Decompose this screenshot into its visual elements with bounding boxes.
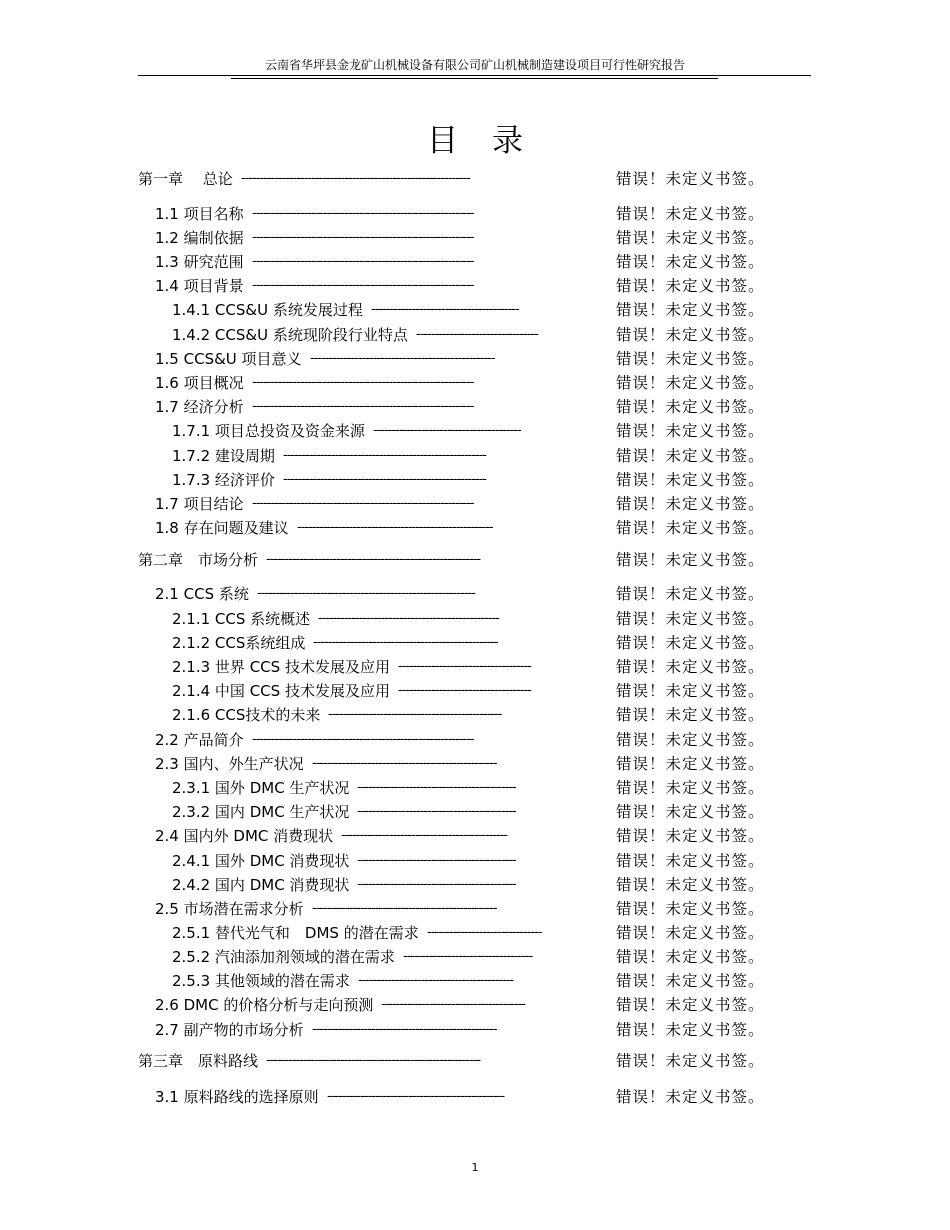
toc-entry[interactable] — [0, 396, 950, 418]
toc-dot-leader: ----------------------------------- — [403, 949, 533, 964]
toc-entry-label: 2.1.1 CCS 系统概述 — [172, 610, 311, 628]
toc-entry[interactable] — [0, 704, 950, 726]
toc-entry[interactable] — [0, 825, 950, 847]
toc-entry-label: 2.1 CCS 系统 — [155, 585, 249, 603]
toc-entry[interactable] — [0, 1050, 950, 1072]
header-rule-inner — [231, 78, 718, 79]
toc-entry-page-ref: 错误！未定义书签。 — [616, 682, 765, 700]
toc-entry-label: 2.4.2 国内 DMC 消费现状 — [172, 876, 350, 894]
page-number: 1 — [471, 1161, 479, 1174]
toc-entry-label: 1.6 项目概况 — [155, 374, 244, 392]
toc-entry-label: 1.4 项目背景 — [155, 277, 244, 295]
toc-entry-label: 2.5.3 其他领域的潜在需求 — [172, 972, 350, 990]
toc-entry[interactable] — [0, 348, 950, 370]
toc-entry-page-ref: 错误！未定义书签。 — [616, 519, 765, 537]
toc-entry-label: 2.3 国内、外生产状况 — [155, 755, 304, 773]
toc-entry-page-ref: 错误！未定义书签。 — [616, 900, 765, 918]
toc-entry-page-ref: 错误！未定义书签。 — [616, 229, 765, 247]
toc-entry-page-ref: 错误！未定义书签。 — [616, 658, 765, 676]
toc-dot-leader: ------------------------------------------------ — [327, 1089, 505, 1104]
toc-entry-label: 2.4 国内外 DMC 消费现状 — [155, 827, 334, 845]
toc-dot-leader: ------------------------------------------ — [358, 973, 514, 988]
toc-dot-leader: ------------------------------------ — [398, 683, 531, 698]
toc-entry-page-ref: 错误！未定义书签。 — [616, 585, 765, 603]
toc-entry-page-ref: 错误！未定义书签。 — [616, 350, 765, 368]
running-header: 云南省华坪县金龙矿山机械设备有限公司矿山机械制造建设项目可行性研究报告 — [264, 58, 685, 72]
toc-entry[interactable] — [0, 632, 950, 654]
toc-entry-page-ref: 错误！未定义书签。 — [616, 205, 765, 223]
toc-entry-label: 1.7 经济分析 — [155, 398, 244, 416]
toc-entry-page-ref: 错误！未定义书签。 — [616, 1021, 765, 1039]
toc-dot-leader: ----------------------------------------------------------- — [257, 586, 475, 601]
toc-entry[interactable] — [0, 445, 950, 467]
toc-entry-page-ref: 错误！未定义书签。 — [616, 827, 765, 845]
toc-entry-label: 2.1.3 世界 CCS 技术发展及应用 — [172, 658, 390, 676]
toc-entry-label: 1.7.2 建设周期 — [172, 447, 275, 465]
toc-entry-label: 1.4.1 CCS&U 系统发展过程 — [172, 301, 363, 319]
toc-entry-page-ref: 错误！未定义书签。 — [616, 551, 765, 569]
toc-dot-leader: -------------------------------------------------------------- — [241, 171, 470, 186]
toc-entry-label: 1.5 CCS&U 项目意义 — [155, 350, 302, 368]
toc-dot-leader: ------------------------------------------------------------ — [252, 206, 474, 221]
toc-entry-label: 2.1.6 CCS技术的未来 — [172, 706, 321, 724]
toc-entry-label: 第一章 总论 — [138, 170, 233, 188]
toc-entry-label: 2.6 DMC 的价格分析与走向预测 — [155, 996, 374, 1014]
toc-entry-page-ref: 错误！未定义书签。 — [616, 277, 765, 295]
toc-entry-label: 1.1 项目名称 — [155, 205, 244, 223]
toc-entry[interactable] — [0, 994, 950, 1016]
toc-entry-label: 2.5 市场潜在需求分析 — [155, 900, 304, 918]
toc-dot-leader: ------------------------------- — [427, 925, 542, 940]
toc-entry-page-ref: 错误！未定义书签。 — [616, 398, 765, 416]
toc-dot-leader: -------------------------------------------------- — [312, 901, 497, 916]
toc-dot-leader: ------------------------------------------------------------ — [252, 230, 474, 245]
toc-entry[interactable] — [0, 583, 950, 605]
toc-entry-page-ref: 错误！未定义书签。 — [616, 422, 765, 440]
toc-entry-label: 2.2 产品简介 — [155, 731, 244, 749]
toc-entry[interactable] — [0, 777, 950, 799]
toc-dot-leader: ------------------------------------------------- — [318, 611, 499, 626]
toc-entry-page-ref: 错误！未定义书签。 — [616, 876, 765, 894]
toc-dot-leader: ------------------------------------------------------------ — [252, 278, 474, 293]
toc-dot-leader: ------------------------------------------------------------ — [252, 732, 474, 747]
toc-entry[interactable] — [0, 898, 950, 920]
toc-entry[interactable] — [0, 517, 950, 539]
toc-dot-leader: ---------------------------------------------------------- — [266, 552, 481, 567]
toc-entry[interactable] — [0, 420, 950, 442]
toc-entry[interactable] — [0, 299, 950, 321]
toc-title: 目录 — [427, 123, 557, 159]
toc-entry-page-ref: 错误！未定义书签。 — [616, 948, 765, 966]
toc-entry-page-ref: 错误！未定义书签。 — [616, 924, 765, 942]
toc-entry-label: 1.4.2 CCS&U 系统现阶段行业特点 — [172, 326, 408, 344]
toc-dot-leader: ------------------------------------------------------------ — [252, 399, 474, 414]
toc-entry[interactable] — [0, 493, 950, 515]
toc-dot-leader: ----------------------------------------------------- — [297, 520, 493, 535]
toc-entry[interactable] — [0, 656, 950, 678]
toc-entry-label: 2.5.2 汽油添加剂领域的潜在需求 — [172, 948, 395, 966]
toc-entry-page-ref: 错误！未定义书签。 — [616, 634, 765, 652]
toc-entry-label: 1.2 编制依据 — [155, 229, 244, 247]
toc-entry[interactable] — [0, 251, 950, 273]
toc-entry-page-ref: 错误！未定义书签。 — [616, 253, 765, 271]
toc-entry[interactable] — [0, 753, 950, 775]
toc-dot-leader: ------------------------------------------------------------ — [252, 375, 474, 390]
toc-entry-label: 1.7.3 经济评价 — [172, 471, 275, 489]
toc-entry[interactable] — [0, 608, 950, 630]
toc-entry-label: 第二章 市场分析 — [138, 551, 259, 569]
toc-entry-label: 1.7 项目结论 — [155, 495, 244, 513]
toc-entry[interactable] — [0, 729, 950, 751]
toc-dot-leader: ---------------------------------------- — [373, 423, 521, 438]
toc-entry-page-ref: 错误！未定义书签。 — [616, 374, 765, 392]
toc-entry-page-ref: 错误！未定义书签。 — [616, 1088, 765, 1106]
toc-entry-label: 1.8 存在问题及建议 — [155, 519, 289, 537]
toc-entry-label: 1.7.1 项目总投资及资金来源 — [172, 422, 365, 440]
toc-dot-leader: ------------------------------------ — [398, 659, 531, 674]
toc-entry-label: 2.3.1 国外 DMC 生产状况 — [172, 779, 350, 797]
toc-entry-label: 2.7 副产物的市场分析 — [155, 1021, 304, 1039]
header-rule — [138, 75, 811, 76]
toc-entry-label: 3.1 原料路线的选择原则 — [155, 1088, 319, 1106]
toc-dot-leader: ------------------------------------------- — [357, 853, 516, 868]
toc-entry[interactable] — [0, 549, 950, 571]
toc-entry-label: 2.5.1 替代光气和 DMS 的潜在需求 — [172, 924, 419, 942]
toc-entry-page-ref: 错误！未定义书签。 — [616, 471, 765, 489]
toc-entry-page-ref: 错误！未定义书签。 — [616, 779, 765, 797]
toc-entry[interactable] — [0, 1086, 950, 1108]
toc-entry-page-ref: 错误！未定义书签。 — [616, 170, 765, 188]
toc-entry[interactable] — [0, 372, 950, 394]
toc-entry-label: 2.1.4 中国 CCS 技术发展及应用 — [172, 682, 390, 700]
toc-dot-leader: --------------------------------- — [416, 327, 538, 342]
toc-entry-page-ref: 错误！未定义书签。 — [616, 803, 765, 821]
toc-entry[interactable] — [0, 922, 950, 944]
toc-entry-page-ref: 错误！未定义书签。 — [616, 1052, 765, 1070]
toc-entry-label: 1.3 研究范围 — [155, 253, 244, 271]
toc-entry-page-ref: 错误！未定义书签。 — [616, 495, 765, 513]
toc-entry-page-ref: 错误！未定义书签。 — [616, 326, 765, 344]
toc-dot-leader: ------------------------------------------------------- — [283, 448, 487, 463]
toc-entry-label: 第三章 原料路线 — [138, 1052, 259, 1070]
toc-entry[interactable] — [0, 680, 950, 702]
toc-entry-label: 2.3.2 国内 DMC 生产状况 — [172, 803, 350, 821]
toc-entry-page-ref: 错误！未定义书签。 — [616, 755, 765, 773]
toc-dot-leader: -------------------------------------------------- — [312, 1022, 497, 1037]
toc-dot-leader: -------------------------------------------------- — [312, 756, 497, 771]
toc-entry[interactable] — [0, 227, 950, 249]
toc-entry-page-ref: 错误！未定义书签。 — [616, 731, 765, 749]
toc-entry[interactable] — [0, 801, 950, 823]
toc-dot-leader: ------------------------------------------------------- — [283, 472, 487, 487]
toc-entry-page-ref: 错误！未定义书签。 — [616, 972, 765, 990]
toc-entry-label: 2.4.1 国外 DMC 消费现状 — [172, 852, 350, 870]
toc-dot-leader: ------------------------------------------------------------ — [252, 496, 474, 511]
toc-entry-page-ref: 错误！未定义书签。 — [616, 447, 765, 465]
toc-entry-page-ref: 错误！未定义书签。 — [616, 301, 765, 319]
toc-entry[interactable] — [0, 168, 950, 190]
toc-dot-leader: -------------------------------------------------- — [313, 635, 498, 650]
toc-dot-leader: ------------------------------------------- — [357, 877, 516, 892]
toc-entry[interactable] — [0, 324, 950, 346]
toc-dot-leader: -------------------------------------------------- — [310, 351, 495, 366]
toc-entry[interactable] — [0, 275, 950, 297]
toc-dot-leader: ----------------------------------------------- — [328, 707, 502, 722]
toc-dot-leader: ---------------------------------------------------------- — [266, 1053, 481, 1068]
toc-dot-leader: ---------------------------------------- — [371, 302, 519, 317]
toc-entry-page-ref: 错误！未定义书签。 — [616, 610, 765, 628]
toc-entry-page-ref: 错误！未定义书签。 — [616, 852, 765, 870]
toc-entry[interactable] — [0, 203, 950, 225]
toc-entry-page-ref: 错误！未定义书签。 — [616, 706, 765, 724]
toc-entry-label: 2.1.2 CCS系统组成 — [172, 634, 306, 652]
toc-entry[interactable] — [0, 874, 950, 896]
toc-dot-leader: --------------------------------------------- — [341, 828, 508, 843]
toc-dot-leader: ------------------------------------------- — [357, 804, 516, 819]
toc-dot-leader: ------------------------------------------------------------ — [252, 254, 474, 269]
toc-entry[interactable] — [0, 946, 950, 968]
toc-entry[interactable] — [0, 850, 950, 872]
toc-dot-leader: --------------------------------------- — [381, 997, 525, 1012]
toc-dot-leader: ------------------------------------------- — [357, 780, 516, 795]
toc-entry-page-ref: 错误！未定义书签。 — [616, 996, 765, 1014]
toc-entry[interactable] — [0, 469, 950, 491]
toc-entry[interactable] — [0, 1019, 950, 1041]
toc-entry[interactable] — [0, 970, 950, 992]
